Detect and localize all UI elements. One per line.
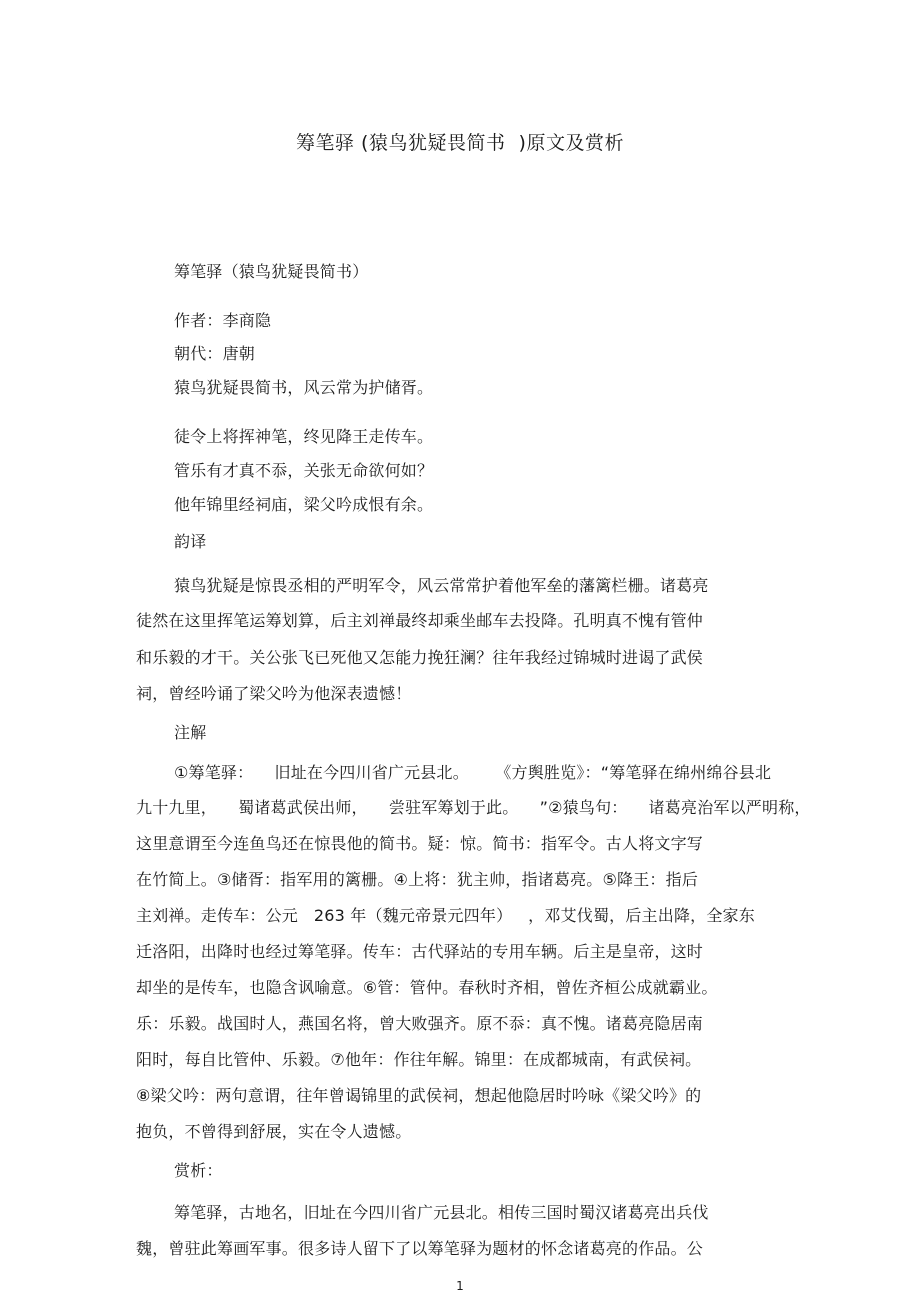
notes-line: 乐：乐毅。战国时人，燕国名将，曾大败强齐。原不忝：真不愧。诸葛亮隐居南 — [136, 1014, 704, 1033]
notes-line: ①筹笔驿： 旧址在今四川省广元县北。 《方舆胜览》：“筹笔驿在绵州绵谷县北 — [174, 763, 772, 782]
notes-line: 阳时，每自比管仲、乐毅。⑦他年：作往年解。锦里：在成都城南，有武侯祠。 — [136, 1050, 702, 1069]
notes-line: 主刘禅。走传车：公元 263 年（魏元帝景元四年） ，邓艾伐蜀，后主出降，全家东 — [136, 906, 755, 925]
notes-line: ⑧梁父吟：两句意谓，往年曾谒锦里的武侯祠，想起他隐居时吟咏《梁父吟》的 — [136, 1086, 702, 1105]
page-number: 1 — [456, 1279, 464, 1293]
poem-heading: 筹笔驿（猿鸟犹疑畏简书） — [174, 262, 369, 281]
dynasty-line: 朝代：唐朝 — [174, 344, 256, 363]
poem-line: 管乐有才真不忝，关张无命欲何如？ — [174, 461, 434, 480]
translation-line: 祠，曾经吟诵了梁父吟为他深表遗憾！ — [136, 684, 412, 703]
translation-line: 徒然在这里挥笔运筹划算，后主刘禅最终却乘坐邮车去投降。孔明真不愧有管仲 — [136, 611, 704, 630]
poem-line: 猿鸟犹疑畏简书，风云常为护储胥。 — [174, 378, 434, 397]
author-line: 作者：李商隐 — [174, 311, 272, 330]
appreciation-heading: 赏析： — [174, 1161, 223, 1180]
notes-line: 迁洛阳，出降时也经过筹笔驿。传车：古代驿站的专用车辆。后主是皇帝，这时 — [136, 942, 704, 961]
poem-line: 他年锦里经祠庙，梁父吟成恨有余。 — [174, 495, 434, 514]
notes-line: 九十九里， 蜀诸葛武侯出师， 尝驻军筹划于此。 ”②猿鸟句： 诸葛亮治军以严明称， — [136, 798, 811, 817]
notes-line: 却坐的是传车，也隐含讽喻意。⑥管：管仲。春秋时齐相，曾佐齐桓公成就霸业。 — [136, 978, 718, 997]
translation-heading: 韵译 — [174, 532, 207, 551]
notes-line: 抱负，不曾得到舒展，实在令人遗憾。 — [136, 1122, 412, 1141]
notes-line: 在竹简上。③储胥：指军用的篱栅。④上将：犹主帅，指诸葛亮。⑤降王：指后 — [136, 870, 699, 889]
poem-line: 徒令上将挥神笔，终见降王走传车。 — [174, 427, 434, 446]
document-title: 筹笔驿 (猿鸟犹疑畏简书 )原文及赏析 — [296, 132, 624, 154]
appreciation-line: 魏，曾驻此筹画军事。很多诗人留下了以筹笔驿为题材的怀念诸葛亮的作品。公 — [136, 1239, 704, 1258]
notes-line: 这里意谓至今连鱼鸟还在惊畏他的简书。疑：惊。简书：指军令。古人将文字写 — [136, 834, 704, 853]
translation-line: 猿鸟犹疑是惊畏丞相的严明军令，风云常常护着他军垒的藩篱栏栅。诸葛亮 — [174, 576, 709, 595]
translation-line: 和乐毅的才干。关公张飞已死他又怎能力挽狂澜？往年我经过锦城时进谒了武侯 — [136, 648, 704, 667]
notes-heading: 注解 — [174, 723, 207, 742]
appreciation-line: 筹笔驿，古地名，旧址在今四川省广元县北。相传三国时蜀汉诸葛亮出兵伐 — [174, 1203, 709, 1222]
